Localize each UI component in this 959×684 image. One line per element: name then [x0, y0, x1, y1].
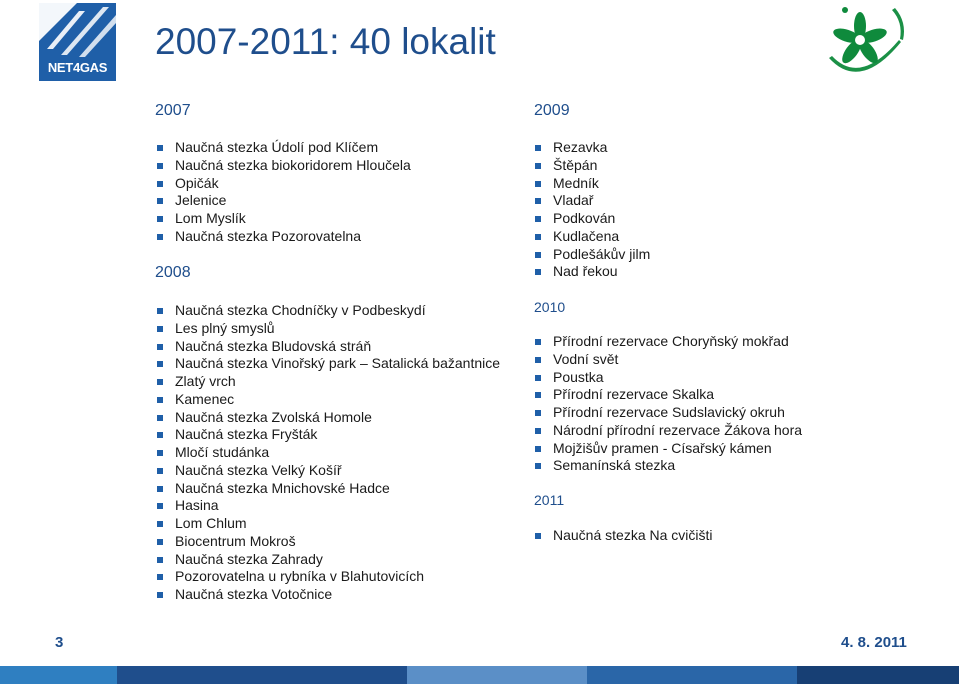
list-item: Lom Myslík	[157, 210, 411, 228]
list-item: Podlešákův jilm	[535, 246, 650, 264]
list-item: Naučná stezka Fryšták	[157, 426, 500, 444]
footer-bar	[0, 666, 959, 684]
list-item: Medník	[535, 175, 650, 193]
list-2009	[535, 139, 650, 281]
net4gas-logo-text: NET4GAS	[47, 60, 108, 75]
heading-2008: 2008	[155, 264, 191, 281]
list-2008	[157, 302, 500, 604]
list-item: Vladař	[535, 192, 650, 210]
list-2007	[157, 139, 411, 246]
list-item: Vodní svět	[535, 351, 802, 369]
net4gas-logo	[39, 3, 116, 81]
list-item: Opičák	[157, 175, 411, 193]
list-item: Naučná stezka Bludovská stráň	[157, 338, 500, 356]
footer-bar-segment	[117, 666, 407, 684]
list-item: Nad řekou	[535, 263, 650, 281]
list-2010	[535, 333, 802, 475]
list-item: Biocentrum Mokroš	[157, 533, 500, 551]
list-item: Naučná stezka Na cvičišti	[535, 527, 713, 545]
list-item: Jelenice	[157, 192, 411, 210]
list-item: Mojžišův pramen - Císařský kámen	[535, 440, 802, 458]
heading-2010: 2010	[534, 299, 566, 315]
list-item: Rezavka	[535, 139, 650, 157]
page-title: 2007-2011: 40 lokalit	[155, 20, 496, 62]
list-item: Naučná stezka biokoridorem Hloučela	[157, 157, 411, 175]
list-item: Naučná stezka Údolí pod Klíčem	[157, 139, 411, 157]
list-item: Naučná stezka Vinořský park – Satalická bažantnice	[157, 355, 500, 373]
list-item: Kamenec	[157, 391, 500, 409]
list-item: Národní přírodní rezervace Žákova hora	[535, 422, 802, 440]
heading-2011: 2011	[534, 492, 565, 508]
list-item: Zlatý vrch	[157, 373, 500, 391]
footer-bar-segment	[797, 666, 959, 684]
list-item: Přírodní rezervace Skalka	[535, 386, 802, 404]
list-item: Naučná stezka Pozorovatelna	[157, 228, 411, 246]
list-item: Mločí studánka	[157, 444, 500, 462]
list-item: Lom Chlum	[157, 515, 500, 533]
csop-logo-graphic	[815, 2, 915, 86]
footer-bar-segment	[407, 666, 587, 684]
list-item: Semanínská stezka	[535, 457, 802, 475]
list-item: Pozorovatelna u rybníka v Blahutovicích	[157, 568, 500, 586]
list-item: Štěpán	[535, 157, 650, 175]
csop-logo	[815, 2, 915, 86]
footer-date: 4. 8. 2011	[841, 634, 907, 651]
slide-number: 3	[55, 634, 64, 651]
list-item: Hasina	[157, 497, 500, 515]
list-item: Přírodní rezervace Choryňský mokřad	[535, 333, 802, 351]
list-item: Naučná stezka Zvolská Homole	[157, 409, 500, 427]
list-item: Podkován	[535, 210, 650, 228]
footer-bar-segment	[0, 666, 117, 684]
heading-2007: 2007	[155, 102, 191, 119]
list-item: Poustka	[535, 369, 802, 387]
list-item: Přírodní rezervace Sudslavický okruh	[535, 404, 802, 422]
list-item: Kudlačena	[535, 228, 650, 246]
list-item: Naučná stezka Velký Košíř	[157, 462, 500, 480]
list-item: Naučná stezka Zahrady	[157, 551, 500, 569]
list-2011	[535, 527, 713, 545]
list-item: Les plný smyslů	[157, 320, 500, 338]
heading-2009: 2009	[534, 102, 570, 119]
list-item: Naučná stezka Chodníčky v Podbeskydí	[157, 302, 500, 320]
footer-bar-segment	[587, 666, 797, 684]
list-item: Naučná stezka Votočnice	[157, 586, 500, 604]
list-item: Naučná stezka Mnichovské Hadce	[157, 480, 500, 498]
